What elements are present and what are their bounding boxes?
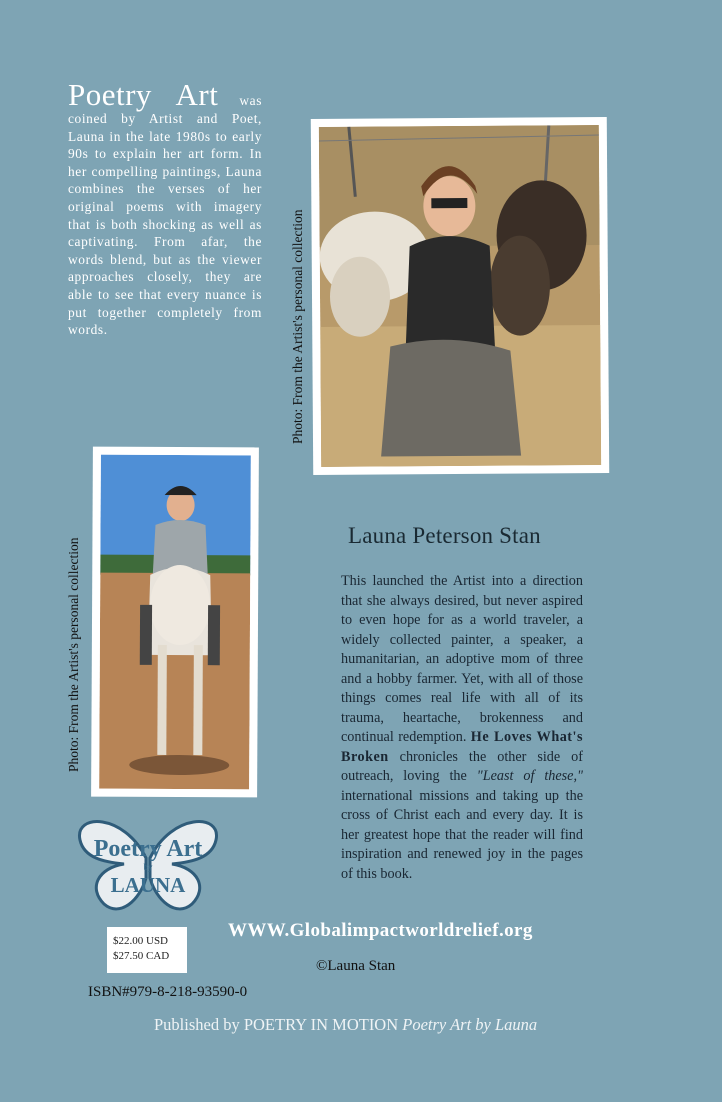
photo-horse xyxy=(91,447,259,798)
bio-part2: chronicles the other side of outreach, loving the xyxy=(341,748,583,784)
butterfly-logo xyxy=(74,818,222,914)
book-title: He Loves What's Broken xyxy=(341,729,583,765)
price-box xyxy=(107,927,187,973)
author-bio xyxy=(341,572,583,884)
author-name: Launa Peterson Stan xyxy=(348,523,541,548)
website-link[interactable]: WWW.Globalimpactworldrelief.org xyxy=(228,920,533,941)
publisher-imprint: Poetry Art by Launa xyxy=(402,1015,538,1034)
logo-line1: Poetry Art xyxy=(93,836,203,862)
publisher-prefix: Published by POETRY IN MOTION xyxy=(154,1015,399,1034)
isbn: ISBN#979-8-218-93590-0 xyxy=(88,984,248,1000)
intro-paragraph xyxy=(68,77,262,339)
copyright: ©Launa Stan xyxy=(316,958,396,974)
price-usd: $22.00 USD xyxy=(113,935,169,947)
publisher-line xyxy=(154,1015,537,1035)
photo-goats-image xyxy=(319,125,601,467)
logo-line2: by xyxy=(143,862,153,872)
bio-part3: international missions and taking up the cross of Christ each and every day. It is her greatest hope that the reader will find inspiration and renewed joy in the pages of this book. xyxy=(341,787,583,882)
price-cad: $27.50 CAD xyxy=(113,950,170,962)
bio-least-quote: "Least of these," xyxy=(476,768,583,784)
intro-lead: Poetry Art xyxy=(68,77,219,112)
intro-body: was coined by Artist and Poet, Launa in the late 1980s to early 90s to explain her art form. In her compelling paintings, Launa combines the verses of her original poems with imagery that is both shocking as well as captivating. From afar, the words blend, but as the viewer approaches closely, they are able to see that every nuance is put together completely from words. xyxy=(68,93,262,338)
photo-caption-goats: Photo: From the Artist's personal collection xyxy=(290,209,305,444)
photo-caption-horse: Photo: From the Artist's personal collection xyxy=(66,537,81,772)
logo-line3: LAUNA xyxy=(110,873,186,897)
butterfly-icon xyxy=(74,818,222,914)
photo-horse-image xyxy=(99,455,251,790)
photo-goats xyxy=(311,117,609,475)
bio-part1: This launched the Artist into a direction that she always desired, but never aspired to even hope for as a world traveler, a widely collected painter, a speaker, a humanitarian, an adoptive mom of three and a hobby farmer. Yet, with all of those things comes real life with all of its trauma, heartache, brokenness and continual redemption. xyxy=(341,573,583,745)
